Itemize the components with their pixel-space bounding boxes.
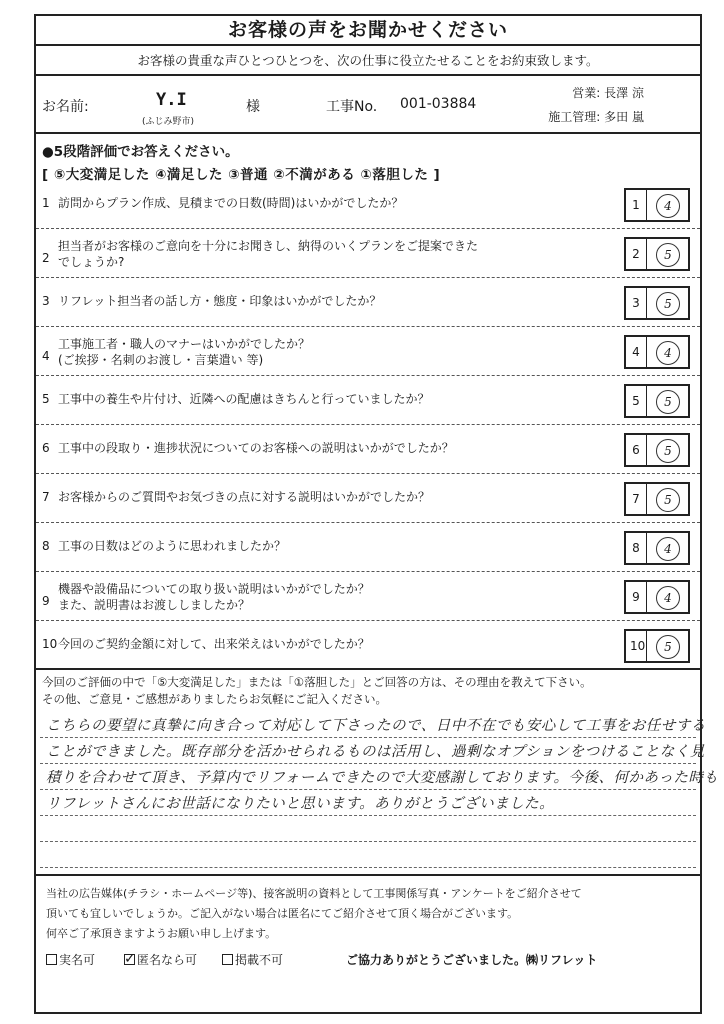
question-text-line: 工事中の段取り・進捗状況についてのお客様への説明はいかがでしたか？ — [58, 441, 454, 455]
work-no-value: 001-03884 — [400, 96, 477, 112]
score-box-divider — [646, 631, 647, 661]
score-box-number: 5 — [632, 394, 640, 408]
score-box-divider — [646, 386, 647, 416]
score-box[interactable] — [624, 531, 690, 565]
score-value[interactable]: 5 — [656, 488, 680, 512]
score-value[interactable]: 4 — [656, 537, 680, 561]
comments-prompt — [36, 670, 700, 708]
score-value[interactable]: 4 — [656, 586, 680, 610]
question-row — [36, 180, 700, 229]
option-real-name[interactable] — [46, 950, 95, 970]
question-text — [58, 538, 618, 554]
score-box-number: 7 — [632, 492, 640, 506]
score-box-number: 2 — [632, 247, 640, 261]
page-subtitle: お客様の貴重な声ひとつひとつを、次の仕事に役立たせることをお約束致します。 — [36, 46, 700, 76]
question-text-line: リフレット担当者の話し方・態度・印象はいかがでしたか？ — [58, 294, 382, 308]
score-value[interactable]: 5 — [656, 439, 680, 463]
comment-line[interactable] — [40, 738, 705, 764]
rating-scale: [ ⑤大変満足した ④満足した ③普通 ②不満がある ①落胆した ] — [42, 167, 441, 183]
question-number: 8 — [42, 539, 50, 553]
score-value[interactable]: 5 — [656, 292, 680, 316]
score-box-divider — [646, 239, 647, 269]
score-value[interactable]: 5 — [656, 243, 680, 267]
score-box-number: 8 — [632, 541, 640, 555]
question-number: 1 — [42, 196, 50, 210]
question-text — [58, 293, 618, 309]
question-text-line: 訪問からプラン作成、見積までの日数(時間)はいかがでしたか？ — [58, 196, 404, 210]
comments-prompt-1: 今回のご評価の中で「⑤大変満足した」または「①落胆した」とご回答の方は、その理由を教えて下さい。 — [42, 675, 592, 689]
score-box-divider — [646, 435, 647, 465]
question-text — [58, 238, 618, 270]
survey-sheet — [34, 14, 719, 1014]
question-text — [58, 195, 618, 211]
question-text-line: また、説明書はお渡ししましたか？ — [58, 598, 251, 612]
comment-line[interactable] — [40, 842, 696, 868]
question-text-line: 今回のご契約金額に対して、出来栄えはいかがでしたか？ — [58, 637, 370, 651]
score-box-number: 1 — [632, 198, 640, 212]
rating-heading: ●5段階評価でお答えください。 — [42, 144, 239, 160]
score-box[interactable] — [624, 629, 690, 663]
sales-name: 長澤 涼 — [604, 86, 644, 100]
question-number: 4 — [42, 349, 50, 363]
footer-line-2: 頂いても宜しいでしょうか。ご記入がない場合は匿名にてご紹介させて頂く場合がございます。 — [46, 907, 519, 920]
comments-prompt-2: その他、ご意見・ご感想がありましたらお気軽にご記入ください。 — [42, 692, 387, 706]
question-number: 5 — [42, 392, 50, 406]
score-box-divider — [646, 337, 647, 367]
checkbox-no-publish[interactable] — [222, 954, 233, 965]
question-number: 3 — [42, 294, 50, 308]
comment-line[interactable] — [40, 790, 696, 816]
rating-instructions — [36, 134, 700, 183]
handwritten-comment: 積りを合わせて頂き、予算内でリフォームできたので大変感謝しております。今後、何かあった時も — [46, 770, 719, 786]
handwritten-comment: ことができました。既存部分を活かせられるものは活用し、過剰なオプションをつけることなく見 — [46, 744, 705, 760]
score-box-number: 9 — [632, 590, 640, 604]
score-value[interactable]: 5 — [656, 635, 680, 659]
score-box-divider — [646, 533, 647, 563]
manager-staff — [548, 108, 644, 125]
manager-label: 施工管理: — [548, 110, 601, 124]
score-box-number: 4 — [632, 345, 640, 359]
question-row — [36, 474, 700, 523]
manager-name: 多田 嵐 — [604, 110, 644, 124]
option-no-publish[interactable] — [222, 950, 283, 970]
name-label: お名前: — [42, 99, 89, 115]
footer — [36, 876, 700, 970]
question-number: 9 — [42, 594, 50, 608]
option-anonymous-label: 匿名なら可 — [137, 953, 198, 967]
option-no-publish-label: 掲載不可 — [235, 953, 284, 967]
score-value[interactable]: 4 — [656, 194, 680, 218]
score-box-number: 10 — [630, 639, 646, 653]
score-box[interactable] — [624, 237, 690, 271]
question-row — [36, 572, 700, 621]
publication-options — [46, 950, 700, 970]
customer-info-row — [36, 76, 700, 134]
checkbox-anonymous[interactable] — [124, 954, 135, 965]
score-box[interactable] — [624, 188, 690, 222]
question-row — [36, 425, 700, 474]
footer-line-1: 当社の広告媒体(チラシ・ホームページ等)、接客説明の資料として工事関係写真・アンケートをご紹介させて — [46, 887, 582, 900]
work-no-label: 工事No. — [326, 99, 378, 115]
handwritten-comment: リフレットさんにお世話になりたいと思います。ありがとうございました。 — [46, 796, 555, 812]
question-row — [36, 523, 700, 572]
page-title: お客様の声をお聞かせください — [36, 16, 700, 46]
score-box-divider — [646, 582, 647, 612]
score-box-divider — [646, 190, 647, 220]
question-row — [36, 278, 700, 327]
comment-line[interactable] — [40, 816, 696, 842]
question-row — [36, 327, 700, 376]
question-text-line: お客様からのご質問やお気づきの点に対する説明はいかがでしたか？ — [58, 490, 431, 504]
company-brand: ㈱リフレット — [526, 953, 598, 967]
checkbox-real-name[interactable] — [46, 954, 57, 965]
question-text-line: 機器や設備品についての取り扱い説明はいかがでしたか？ — [58, 582, 370, 596]
comment-line[interactable] — [40, 712, 706, 738]
sales-staff — [572, 84, 644, 101]
question-number: 10 — [42, 637, 58, 651]
option-real-name-label: 実名可 — [59, 953, 96, 967]
question-text-line: (ご挨拶・名刺のお渡し・言葉遣い 等) — [58, 353, 264, 367]
question-text — [58, 391, 618, 407]
option-anonymous[interactable] — [124, 950, 197, 970]
question-text — [58, 581, 618, 613]
handwritten-comment: こちらの要望に真摯に向き合って対応して下さったので、日中不在でも安心して工事をお任せする — [46, 718, 706, 734]
question-text-line: 担当者がお客様のご意向を十分にお聞きし、納得のいくプランをご提案できた — [58, 239, 479, 253]
question-number: 2 — [42, 251, 50, 265]
thanks-message — [346, 950, 597, 970]
score-box[interactable] — [624, 580, 690, 614]
question-text-line: 工事の日数はどのように思われましたか？ — [58, 539, 287, 553]
footer-line-3: 何卒ご了承頂きますようお願い申し上げます。 — [46, 927, 277, 940]
score-box[interactable] — [624, 384, 690, 418]
question-number: 7 — [42, 490, 50, 504]
question-number: 6 — [42, 441, 50, 455]
score-box[interactable] — [624, 482, 690, 516]
score-value[interactable]: 5 — [656, 390, 680, 414]
score-box-number: 6 — [632, 443, 640, 457]
question-text-line: 工事中の養生や片付け、近隣への配慮はきちんと行っていましたか？ — [58, 392, 430, 406]
question-row — [36, 229, 700, 278]
question-row — [36, 376, 700, 425]
score-box-divider — [646, 484, 647, 514]
question-text — [58, 636, 618, 652]
honorific: 様 — [246, 99, 260, 115]
thanks-text: ご協力ありがとうございました。 — [346, 953, 527, 967]
question-row — [36, 621, 700, 670]
question-text — [58, 336, 618, 368]
question-text-line: でしょうか? — [58, 255, 125, 269]
customer-city: (ふじみ野市) — [142, 117, 195, 127]
question-text — [58, 440, 618, 456]
comments-section — [36, 670, 719, 876]
score-box[interactable] — [624, 335, 690, 369]
score-box-divider — [646, 288, 647, 318]
score-value[interactable]: 4 — [656, 341, 680, 365]
score-box-number: 3 — [632, 296, 640, 310]
customer-name: Y.I — [156, 90, 187, 110]
question-text — [58, 489, 618, 505]
sales-label: 営業: — [572, 86, 601, 100]
question-list — [36, 180, 700, 670]
score-box[interactable] — [624, 286, 690, 320]
question-text-line: 工事施工者・職人のマナーはいかがでしたか？ — [58, 337, 311, 351]
score-box[interactable] — [624, 433, 690, 467]
comment-line[interactable] — [40, 764, 719, 790]
